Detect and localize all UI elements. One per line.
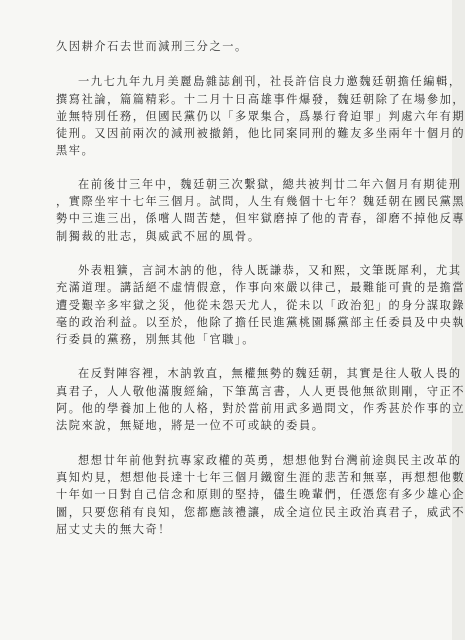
text-line: 並無特別任務，但國民黨仍以「多眾集合，爲暴行脅迫罪」判處六年有期 — [56, 109, 465, 123]
text-line: 想想廿年前他對抗專家政權的英勇，想想他對台灣前途與民主改革的 — [78, 453, 462, 467]
paragraph — [56, 365, 465, 434]
text-line: 圖，只要您稍有良知，您都應該禮讓，成全這位民主政治真君子，威武不 — [56, 505, 465, 519]
text-line: 法院來說，無疑地，將是一位不可或缺的委員。 — [56, 419, 325, 433]
text-line: 一九七九年九月美麗島雜誌創刊，社長許信良力邀魏廷朝擔任編輯， — [78, 75, 462, 89]
text-line: 制獨裁的壯志，與威武不屈的風骨。 — [56, 229, 261, 243]
text-line: 毫的政治利益。以至於，他除了擔任民進黨桃園縣黨部主任委員及中央執 — [56, 315, 465, 329]
text-line: 徒刑。又因前兩次的減刑被撤銷，他比同案同刑的難友多坐兩年十個月的 — [56, 127, 465, 141]
paragraph — [56, 38, 414, 55]
text-line: 黑牢。 — [56, 144, 95, 158]
paragraph — [56, 73, 465, 159]
text-line: 勢中三進三出，係嚐人間苦楚，但牢獄磨掉了他的青春，卻磨不掉他反專 — [56, 212, 465, 226]
text-line: ，實際坐牢十七年三個月。試問，人生有幾個十七年？魏廷朝在國民黨黑 — [56, 195, 465, 209]
text-line: 十年如一日對自己信念和原則的堅持，儘生晚輩們，任憑您有多少雄心企 — [56, 488, 465, 502]
text-line: 屈丈丈夫的無大奇！ — [56, 522, 172, 536]
text-line: 真知灼見，想想他長達十七年三個月鐵窗生涯的悲苦和無辜，再想想他數 — [56, 470, 465, 484]
text-line: 外表粗獷，言詞木訥的他，待人既謙恭，又和熙，文筆既犀利，尤其 — [78, 263, 462, 277]
text-line: 真君子，人人敬他滿腹經綸，下筆萬言書，人人更畏他無欲則剛，守正不 — [56, 384, 465, 398]
text-line: 行委員的黨務，別無其他「官職」。 — [56, 333, 256, 347]
text-line: 充滿道理。講話絕不虛情假意，作事向來嚴以律己，最難能可貴的是擔當 — [56, 281, 465, 295]
paragraph — [56, 452, 465, 538]
text-line: 阿。他的學養加上他的人格，對於當前用武多過問文，作秀甚於作事的立 — [56, 402, 465, 416]
paragraph — [56, 176, 465, 245]
paragraph — [56, 262, 465, 348]
text-line: 在反對陣容裡，木訥敦直，無權無勢的魏廷朝，其實是往人敬人畏的 — [78, 367, 462, 381]
document-body — [56, 38, 465, 538]
text-line: 撰寫社論，篇篇精彩。十二月十日高雄事件爆發，魏廷朝除了在場參加， — [56, 92, 465, 106]
text-line: 在前後廿三年中，魏廷朝三次繫獄，總共被判廿二年六個月有期徒刑 — [78, 177, 462, 191]
text-line: 遭受艱辛多牢獄之災，他從未怨天尤人，從未以「政治犯」的身分謀取錄 — [56, 298, 465, 312]
text-line: 久因耕介石去世而減刑三分之一。 — [56, 40, 248, 53]
